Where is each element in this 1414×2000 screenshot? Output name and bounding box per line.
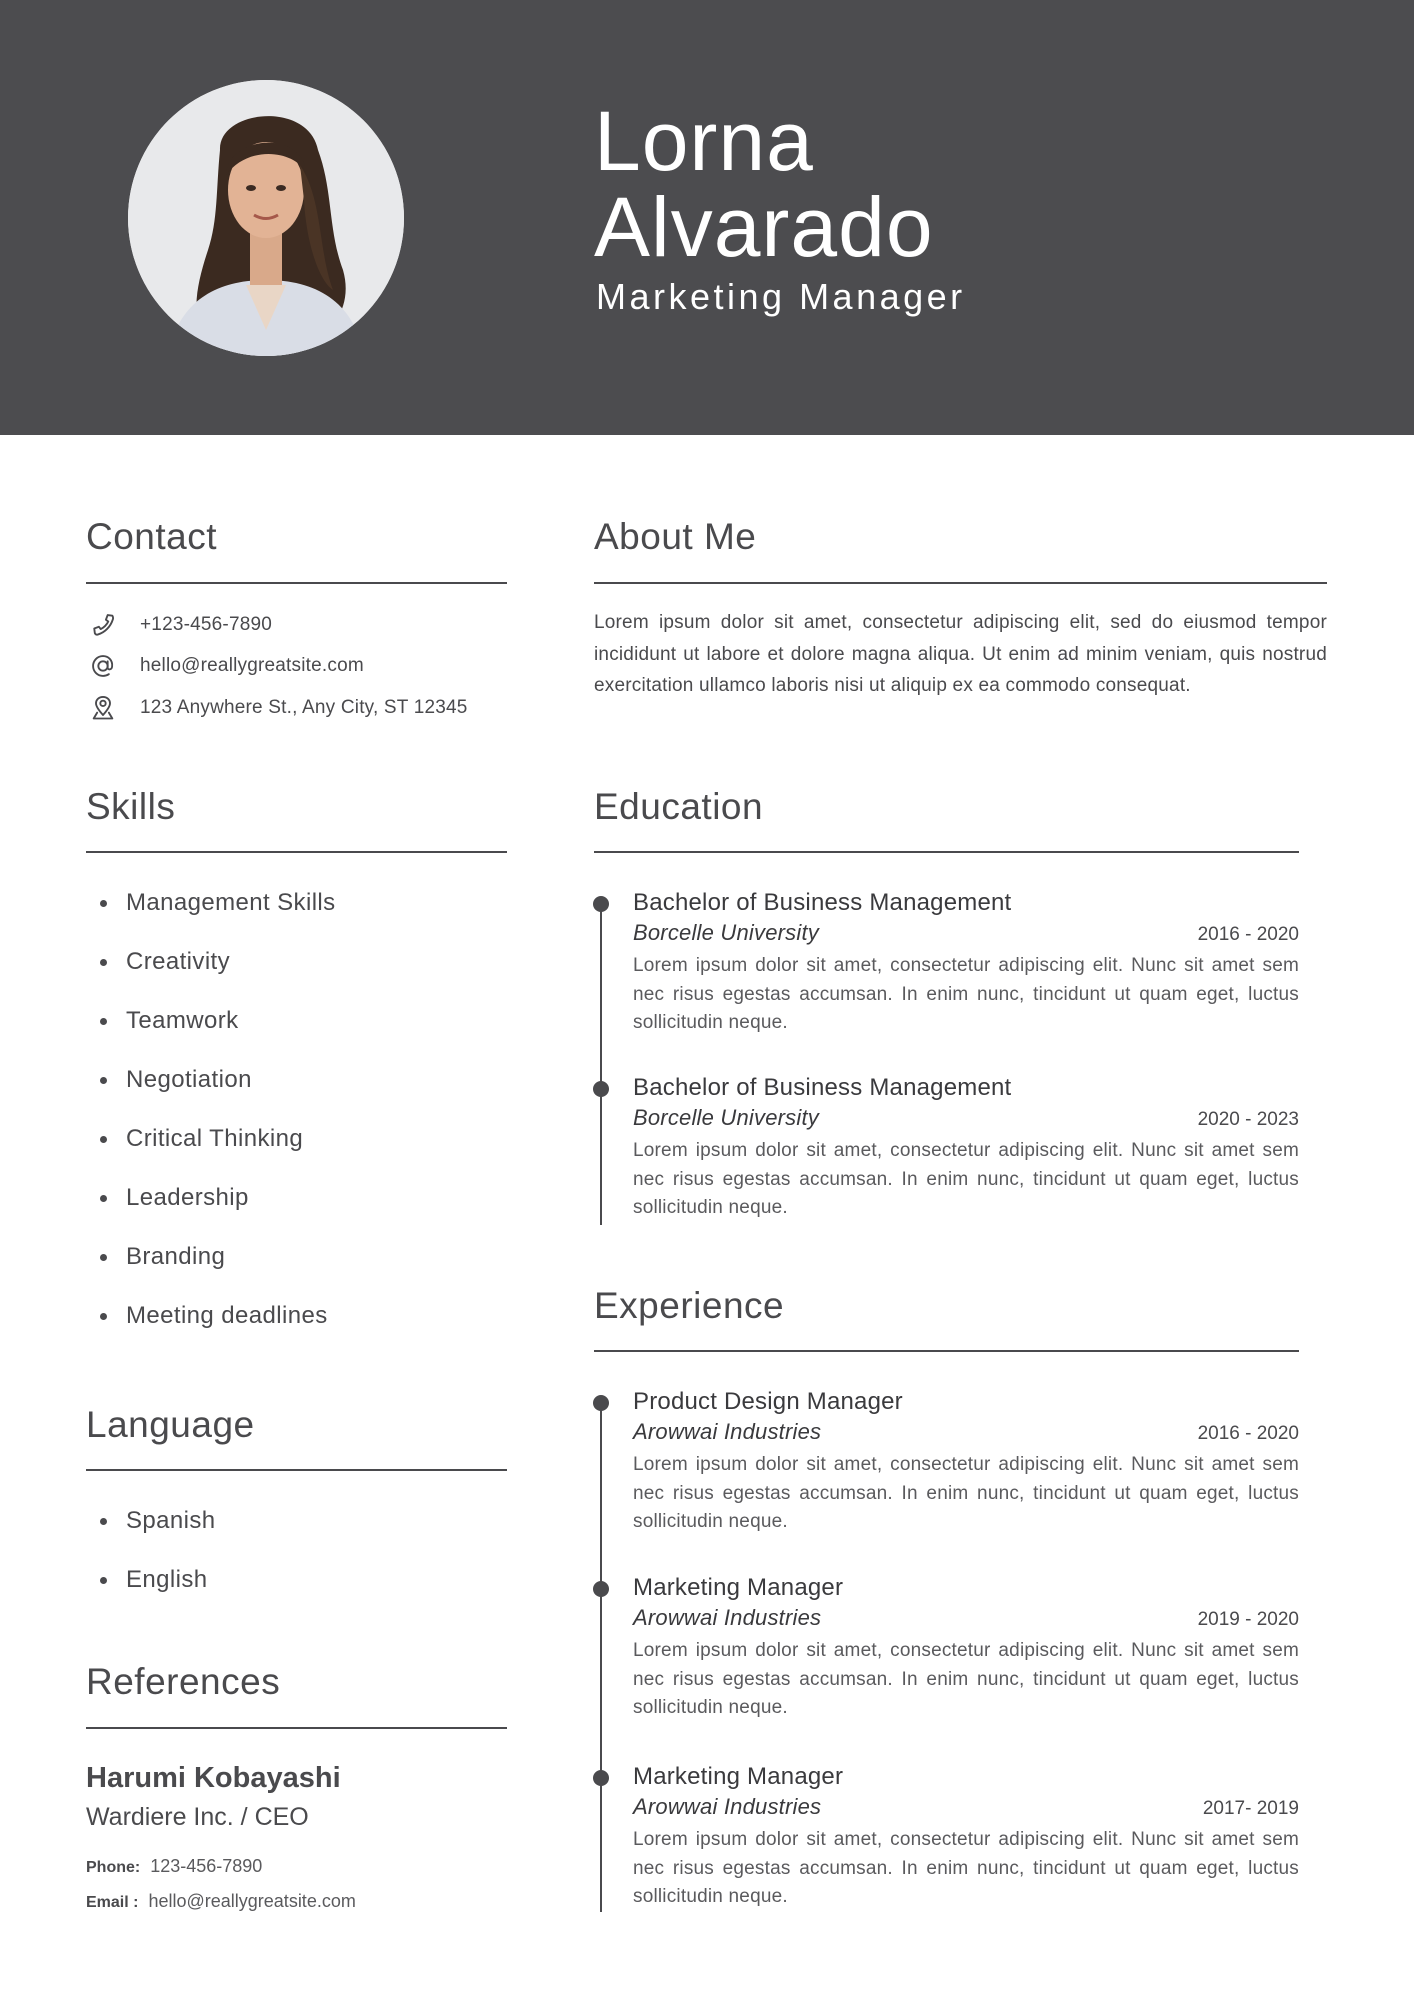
entry-description: Lorem ipsum dolor sit amet, consectetur adipiscing elit. Nunc sit amet sem nec risus egestas accumsan. In enim nunc, tincidunt ut quam eget, luctus sollicitudin neque.: [633, 1640, 1299, 1718]
skills-divider: [86, 851, 507, 853]
first-name: Lorna: [594, 94, 814, 188]
location-pin-icon: [86, 691, 120, 725]
list-item: Critical Thinking: [100, 1122, 336, 1181]
timeline-dot: [593, 896, 609, 912]
job-title: Marketing Manager: [596, 276, 966, 317]
entry-subline: [633, 1103, 1299, 1133]
list-item: English: [100, 1563, 216, 1622]
language-heading: Language: [86, 1404, 255, 1445]
list-item: Negotiation: [100, 1063, 336, 1122]
entry-date: 2019 - 2020: [1197, 1609, 1299, 1630]
entry-description: Lorem ipsum dolor sit amet, consectetur adipiscing elit. Nunc sit amet sem nec risus egestas accumsan. In enim nunc, tincidunt ut quam eget, luctus sollicitudin neque.: [633, 1140, 1299, 1218]
list-item: Management Skills: [100, 886, 336, 945]
timeline-entry: [633, 1387, 1299, 1537]
experience-heading: Experience: [594, 1285, 785, 1326]
at-sign-icon: [86, 649, 120, 683]
entry-organization: Arowwai Industries: [633, 1794, 822, 1819]
reference-email-value[interactable]: hello@reallygreatsite.com: [148, 1891, 356, 1911]
address-text: 123 Anywhere St., Any City, ST 12345: [140, 697, 468, 718]
last-name: Alvarado: [594, 180, 934, 274]
phone-text[interactable]: +123-456-7890: [140, 614, 273, 635]
entry-title: Bachelor of Business Management: [633, 889, 1012, 916]
list-item: Meeting deadlines: [100, 1299, 336, 1358]
entry-title: Bachelor of Business Management: [633, 1074, 1012, 1101]
reference-phone-value[interactable]: 123-456-7890: [150, 1856, 263, 1876]
education-timeline-line: [600, 900, 602, 1225]
contact-email: [86, 649, 364, 683]
contact-divider: [86, 582, 507, 584]
entry-organization: Arowwai Industries: [633, 1419, 822, 1444]
entry-description: Lorem ipsum dolor sit amet, consectetur adipiscing elit. Nunc sit amet sem nec risus egestas accumsan. In enim nunc, tincidunt ut quam eget, luctus sollicitudin neque.: [633, 1829, 1299, 1907]
timeline-entry: [633, 1762, 1299, 1912]
entry-date: 2020 - 2023: [1197, 1109, 1299, 1130]
education-heading: Education: [594, 786, 764, 827]
reference-company: Wardiere Inc. / CEO: [86, 1803, 309, 1831]
list-item: Teamwork: [100, 1004, 336, 1063]
contact-address: [86, 691, 468, 725]
entry-subline: [633, 1417, 1299, 1447]
timeline-entry: [633, 1073, 1299, 1223]
list-item: Leadership: [100, 1181, 336, 1240]
skills-heading: Skills: [86, 786, 176, 827]
profile-photo: [128, 80, 404, 356]
experience-timeline-line: [600, 1400, 602, 1912]
timeline-dot: [593, 1395, 609, 1411]
about-divider: [594, 582, 1327, 584]
skills-list: [100, 886, 336, 1358]
entry-date: 2016 - 2020: [1197, 1423, 1299, 1444]
language-divider: [86, 1469, 507, 1471]
reference-phone-label: Phone:: [86, 1859, 141, 1876]
timeline-dot: [593, 1581, 609, 1597]
entry-description: Lorem ipsum dolor sit amet, consectetur adipiscing elit. Nunc sit amet sem nec risus egestas accumsan. In enim nunc, tincidunt ut quam eget, luctus sollicitudin neque.: [633, 1454, 1299, 1532]
entry-title: Marketing Manager: [633, 1574, 844, 1601]
entry-description: Lorem ipsum dolor sit amet, consectetur adipiscing elit. Nunc sit amet sem nec risus egestas accumsan. In enim nunc, tincidunt ut quam eget, luctus sollicitudin neque.: [633, 955, 1299, 1033]
about-text: Lorem ipsum dolor sit amet, consectetur adipiscing elit, sed do eiusmod tempor incididunt ut labore et dolore magna aliqua. Ut enim ad minim veniam, quis nostrud exercitation ullamco laboris nisi ut aliquip ex ea commodo consequat.: [594, 612, 1327, 696]
entry-date: 2017- 2019: [1202, 1798, 1299, 1819]
reference-name: Harumi Kobayashi: [86, 1762, 341, 1794]
references-heading: References: [86, 1661, 281, 1702]
entry-subline: [633, 1603, 1299, 1633]
timeline-entry: [633, 888, 1299, 1038]
header-banner: [0, 0, 1414, 435]
list-item: Spanish: [100, 1504, 216, 1563]
entry-subline: [633, 918, 1299, 948]
reference-email: [86, 1891, 356, 1912]
portrait-image: [128, 80, 404, 356]
email-text[interactable]: hello@reallygreatsite.com: [140, 655, 364, 676]
education-divider: [594, 851, 1299, 853]
entry-title: Marketing Manager: [633, 1763, 844, 1790]
about-heading: About Me: [594, 516, 757, 557]
entry-date: 2016 - 2020: [1197, 924, 1299, 945]
contact-phone: [86, 608, 272, 642]
entry-organization: Borcelle University: [633, 1105, 819, 1130]
reference-email-label: Email :: [86, 1894, 139, 1911]
phone-icon: [86, 608, 120, 642]
timeline-dot: [593, 1770, 609, 1786]
reference-phone: [86, 1856, 262, 1877]
references-divider: [86, 1727, 507, 1729]
timeline-entry: [633, 1573, 1299, 1723]
timeline-dot: [593, 1081, 609, 1097]
list-item: Creativity: [100, 945, 336, 1004]
full-name: [594, 94, 934, 274]
entry-subline: [633, 1792, 1299, 1822]
list-item: Branding: [100, 1240, 336, 1299]
language-list: [100, 1504, 216, 1622]
experience-divider: [594, 1350, 1299, 1352]
entry-title: Product Design Manager: [633, 1388, 903, 1415]
entry-organization: Borcelle University: [633, 920, 819, 945]
contact-heading: Contact: [86, 516, 218, 557]
entry-organization: Arowwai Industries: [633, 1605, 822, 1630]
